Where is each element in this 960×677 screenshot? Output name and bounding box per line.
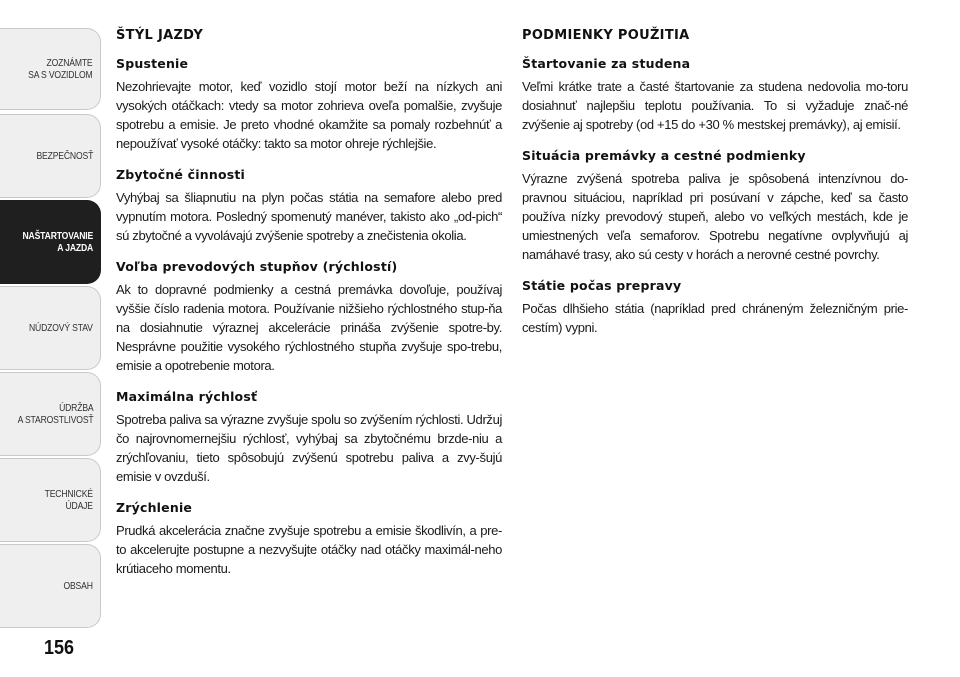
tab-label: ÚDRŽBA A STAROSTLIVOSŤ <box>17 402 93 426</box>
subsection-title: Státie počas prepravy <box>522 278 682 293</box>
tab-label: OBSAH <box>63 580 93 592</box>
tab-nudzovy-stav[interactable] <box>0 286 101 370</box>
subsection-volba-prevodovych-stupnov <box>116 259 502 375</box>
tab-label: NAŠTARTOVANIE A JAZDA <box>22 230 93 254</box>
subsection-statie-pocas-prepravy <box>522 278 908 337</box>
subsection-maximalna-rychlost <box>116 389 502 486</box>
section-heading-podmienky-pouzitia: PODMIENKY POUŽITIA <box>522 28 690 43</box>
subsection-title: Situácia premávky a cestné podmienky <box>522 148 806 163</box>
paragraph: Výrazne zvýšená spotreba paliva je spôsobená intenzívnou do-pravnou situáciou, napríklad pri posúvaní v zápche, keď sa často používa nízky prevodový stupeň, alebo vo veľkých mestách, kde je umiestnených veľa semaforov. Spotrebu negatívne ovplyvňujú aj namáhavé trasy, ako sú cesty v horách a nerovné cestné povrchy. <box>522 171 908 262</box>
tab-bezpecnost[interactable] <box>0 114 101 198</box>
paragraph: Nezohrievajte motor, keď vozidlo stojí motor beží na nízkych ani vysokých otáčkach: vtedy sa motor zohrieva oveľa pomalšie, zvyšuje spotrebu a emisie. Je preto vhodné okamžite sa pomaly rozbehnúť a nepoužívať vysoké otáčky: takto sa motor ohreje rýchlejšie. <box>116 79 502 151</box>
tab-nastartovanie-a-jazda[interactable] <box>0 200 101 284</box>
paragraph: Prudká akcelerácia značne zvyšuje spotrebu a emisie škodlivín, a pre-to akcelerujte postupne a nezvyšujte otáčky nad otáčky maximál-neho krútiaceho momentu. <box>116 523 502 576</box>
subsection-spustenie <box>116 56 502 153</box>
tab-label: NÚDZOVÝ STAV <box>29 322 93 334</box>
tab-obsah[interactable] <box>0 544 101 628</box>
chapter-tabs <box>0 0 103 630</box>
subsection-title: Maximálna rýchlosť <box>116 389 258 404</box>
subsection-title: Voľba prevodových stupňov (rýchlostí) <box>116 259 398 274</box>
paragraph: Vyhýbaj sa šliapnutiu na plyn počas státia na semafore alebo pred vypnutím motora. Posledný spomenutý manéver, takisto ako „od-pich“ sú zbytočné a vyvolávajú zvýšenie spotreby a znečistenia okolia. <box>116 190 502 243</box>
left-column <box>116 22 502 592</box>
tab-zoznamte-sa-s-vozidlom[interactable] <box>0 28 101 110</box>
right-column <box>522 22 908 351</box>
subsection-title: Štartovanie za studena <box>522 56 691 71</box>
paragraph: Počas dlhšieho státia (napríklad pred chráneným železničným prie-cestím) vypni. <box>522 301 908 335</box>
section-heading-styl-jazdy: ŠTÝL JAZDY <box>116 28 204 43</box>
tab-label: ZOZNÁMTE SA S VOZIDLOM <box>28 57 93 81</box>
tab-label: BEZPEČNOSŤ <box>36 150 93 162</box>
subsection-situacia-premavky <box>522 148 908 264</box>
page-number: 156 <box>44 637 75 659</box>
paragraph: Ak to dopravné podmienky a cestná premávka dovoľuje, používaj vyššie číslo radenia motora. Používanie nižšieho rýchlostného stup-ňa na dosiahnutie výraznej akcelerácie prináša zvýšenie spotre-by. Nesprávne použitie vysokého rýchlostného stupňa zvyšuje spo-trebu, emisie a opotrebenie motora. <box>116 282 502 373</box>
tab-udrzba-a-starostlivost[interactable] <box>0 372 101 456</box>
subsection-title: Spustenie <box>116 56 189 71</box>
subsection-title: Zrýchlenie <box>116 500 193 515</box>
subsection-zbytocne-cinnosti <box>116 167 502 245</box>
paragraph: Spotreba paliva sa výrazne zvyšuje spolu so zvýšením rýchlosti. Udržuj čo najrovnomernejšiu rýchlosť, vyhýbaj sa zbytočnému brzde-niu a zrýchľovaniu, tieto spôsobujú zvýšenú spotrebu paliva a zvy-šujú emisie v ovzduší. <box>116 412 502 484</box>
paragraph: Veľmi krátke trate a časté štartovanie za studena nedovolia mo-toru dosiahnuť najlepšiu teplotu používania. To si vyžaduje znač-né zvýšenie aj spotreby (od +15 do +30 % mestskej premávky), aj emisií. <box>522 79 908 132</box>
tab-label: TECHNICKÉ ÚDAJE <box>44 488 93 512</box>
tab-technicke-udaje[interactable] <box>0 458 101 542</box>
subsection-title: Zbytočné činnosti <box>116 167 246 182</box>
subsection-startovanie-za-studena <box>522 56 908 134</box>
subsection-zrychlenie <box>116 500 502 578</box>
